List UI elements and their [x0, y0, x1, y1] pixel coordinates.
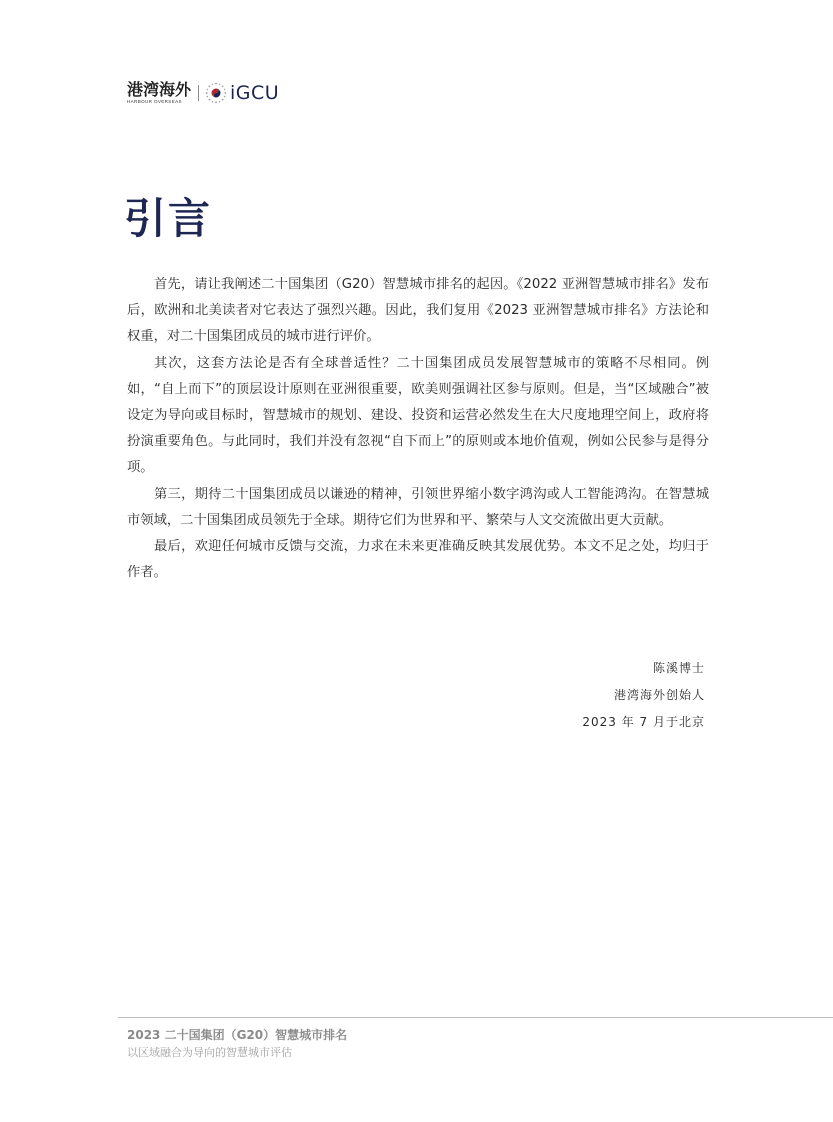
harbour-overseas-logo: [127, 79, 192, 105]
signature-date: 2023 年 7 月于北京: [582, 715, 705, 729]
paragraph-4: 最后，欢迎任何城市反馈与交流，力求在未来更准确反映其发展优势。本文不足之处，均归于作者。: [127, 539, 709, 581]
logo-divider: [198, 85, 199, 101]
footer-divider: [118, 1017, 833, 1018]
footer-title: 2023 二十国集团（G20）智慧城市排名: [127, 1028, 348, 1042]
igcu-emblem-icon: [205, 82, 227, 104]
introduction-body: [127, 272, 709, 586]
paragraph-3: 第三，期待二十国集团成员以谦逊的精神，引领世界缩小数字鸿沟或人工智能鸿沟。在智慧城市领域，二十国集团成员领先于全球。期待它们为世界和平、繁荣与人文交流做出更大贡献。: [127, 486, 709, 528]
logo-cn-subtext: HARBOUR OVERSEAS: [127, 98, 182, 104]
signature-name: 陈溪博士: [652, 661, 705, 675]
page-title: 引言: [124, 194, 213, 243]
paragraph-1: 首先，请让我阐述二十国集团（G20）智慧城市排名的起因。《2022 亚洲智慧城市排名》发布后，欧洲和北美读者对它表达了强烈兴趣。因此，我们复用《2023 亚洲智慧城市排名》方法论和权重，对二十国集团成员的城市进行评价。: [127, 277, 709, 345]
paragraph-2: 其次，这套方法论是否有全球普适性？二十国集团成员发展智慧城市的策略不尽相同。例如，“自上而下”的顶层设计原则在亚洲很重要，欧美则强调社区参与原则。但是，当“区域融合”被设定为导向或目标时，智慧城市的规划、建设、投资和运营必然发生在大尺度地理空间上，政府将扮演重要角色。与此同时，我们并没有忽视“自下而上”的原则或本地价值观，例如公民参与是得分项。: [127, 355, 709, 476]
igcu-logo-text: iGCU: [230, 81, 280, 104]
signature-role: 港湾海外创始人: [613, 688, 705, 702]
logo-row: [127, 80, 279, 106]
footer-subtitle: 以区域融合为导向的智慧城市评估: [127, 1046, 292, 1059]
logo-cn-text: 港湾海外: [127, 79, 192, 99]
signature-block: [582, 655, 705, 736]
